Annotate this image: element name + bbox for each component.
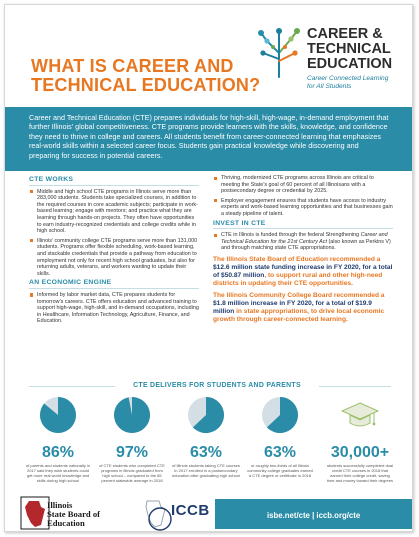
invest-text-post: (also known as Perkins V) and through matching state CTE appropriations. (221, 238, 391, 252)
stat-description: of Illinois students taking CTE courses in 2017 enrolled in a postsecondary education after graduating high school (172, 463, 240, 478)
stat-value: 97% (115, 444, 149, 461)
pie-chart-icon (112, 395, 152, 435)
stat-value: 30,000+ (330, 444, 390, 461)
cte-logo-wordmark (307, 27, 412, 72)
footer (5, 495, 413, 532)
page-title (31, 57, 261, 95)
cte-logo-icon (255, 23, 303, 79)
stat-value: 86% (41, 444, 75, 461)
divider (319, 386, 391, 387)
stat-card (169, 395, 243, 479)
logo-tagline (307, 75, 412, 91)
stat-value: 63% (263, 444, 297, 461)
isbe-line-2: State Board of (47, 509, 100, 519)
delivers-heading: CTE DELIVERS FOR STUDENTS AND PARENTS (133, 382, 301, 389)
footer-url-link[interactable]: isbe.net/cte | iccb.org/cte (267, 511, 361, 520)
isbe-wordmark (47, 501, 100, 528)
intro-text: Career and Technical Education (CTE) prepares individuals for high-skill, high-wage, in-demand employment that further Illinois’ global competitiveness. CTE programs provide learners with the skills, knowledge, and confidence they need to thrive in college and careers. All students benefit from career-connected learning that emphasizes real-world skills within a selected career focus. Students gain practical knowledge while discovering and preparing for success in potential careers. (29, 113, 389, 160)
stat-description: or roughly two-thirds of all Illinois community college graduates earned a CTE degree or certificate in 2018 (247, 463, 313, 478)
title-line-2: TECHNICAL EDUCATION? (31, 75, 261, 95)
intro-band (5, 107, 413, 171)
iccb-wordmark: ICCB (171, 502, 210, 519)
list-item: Informed by labor market data, CTE prepares students for tomorrow’s careers. CTE offers education and advanced training to support high-wage, high-skill, and in-demand occupations, including in Healthcare, Information Technology, Agriculture, Finance, and Education. (29, 292, 199, 325)
iccb-recommendation (213, 292, 393, 324)
logo-line-1: CAREER & (307, 26, 383, 42)
graduation-cap-icon (340, 395, 380, 435)
cte-works-heading: CTE WORKS (29, 177, 199, 186)
divider (29, 386, 115, 387)
fact-sheet-page (4, 4, 413, 532)
stat-description: of parents and students nationally in 2017 said they wish students could get more real world knowledge and skills during high school (25, 463, 91, 483)
stat-description: students successfully completed dual credit CTE courses in 2018 that earned their college credit, saving time and money toward their degrees (326, 463, 394, 483)
isbe-rec-3: , to support rural and other high-need districts in updating their CTE opportunities. (213, 271, 383, 287)
economic-engine-list (29, 292, 199, 325)
invest-heading: INVEST IN CTE (213, 221, 393, 230)
invest-list (213, 232, 393, 252)
stat-card (243, 395, 317, 479)
list-item: Employer engagement ensures that students have access to industry experts and work-based learning opportunities and that businesses gain a steady pipeline of talent. (213, 198, 393, 218)
stat-card (95, 395, 169, 484)
logo-tagline-2: for All Students (307, 83, 352, 90)
isbe-rec-amount: $12.6 million state funding increase in FY 2020, for a total of $50.87 million (213, 263, 393, 279)
pie-chart-icon (260, 395, 300, 435)
title-line-1: WHAT IS CAREER AND (31, 56, 234, 76)
logo-tagline-1: Career Connected Learning (307, 75, 389, 82)
stat-card (21, 395, 95, 484)
list-item: Illinois’ community college CTE programs serve more than 131,000 students. Programs offer flexible scheduling, work-based learning, and stackable credentials that provide a pathway from education to employment not only for recent high school graduates, but also for returning adults, veterans, and workers wanting to update their skills. (29, 238, 199, 278)
logo-line-2: TECHNICAL (307, 41, 391, 57)
pie-chart-icon (38, 395, 78, 435)
logo-line-3: EDUCATION (307, 56, 393, 72)
isbe-line-1: Illinois (47, 500, 73, 510)
pie-slice (114, 397, 150, 433)
list-item: Middle and high school CTE programs in Illinois serve more than 283,000 students. Students take specialized courses, in addition to the required courses in core academic subjects; participate in work-based learning; engage with mentors; and practice what they are learning through hands-on projects. They often have opportunities to earn industry-recognized credentials and college credits while in high school. (29, 189, 199, 235)
iccb-rec-amount: $1.8 million increase in FY 2020, for a total of $19.9 million (213, 299, 372, 315)
stat-value: 63% (189, 444, 223, 461)
list-item (213, 232, 393, 252)
pie-chart-icon (186, 395, 226, 435)
header (5, 5, 413, 107)
invest-act-name: Career and Technical Education for the 21st Century Act (221, 232, 388, 245)
invest-text-pre: CTE in Illinois is funded through the federal Strengthening (221, 232, 361, 239)
cte-works-list (29, 189, 199, 278)
stat-card (323, 395, 397, 484)
stat-description: of CTE students who completed CTE programs in Illinois graduated from high school – compared to the 85 percent statewide average in 2018 (99, 463, 165, 483)
isbe-rec-1: The Illinois State Board of Education recommended a (213, 255, 381, 263)
left-column (29, 175, 199, 328)
iccb-rec-3: in state appropriations, to drive local economic growth through career-connected learning. (213, 307, 385, 323)
isbe-line-3: Education (47, 518, 85, 528)
right-list (213, 175, 393, 218)
list-item: Thriving, modernized CTE programs across Illinois are critical to meeting the State’s goal of 60 percent of all Illinoisans with a postsecondary degree or credential by 2025. (213, 175, 393, 195)
economic-engine-heading: AN ECONOMIC ENGINE (29, 280, 199, 289)
isbe-recommendation (213, 256, 393, 288)
right-column (213, 175, 393, 324)
iccb-rec-1: The Illinois Community College Board recommended a (213, 291, 385, 299)
